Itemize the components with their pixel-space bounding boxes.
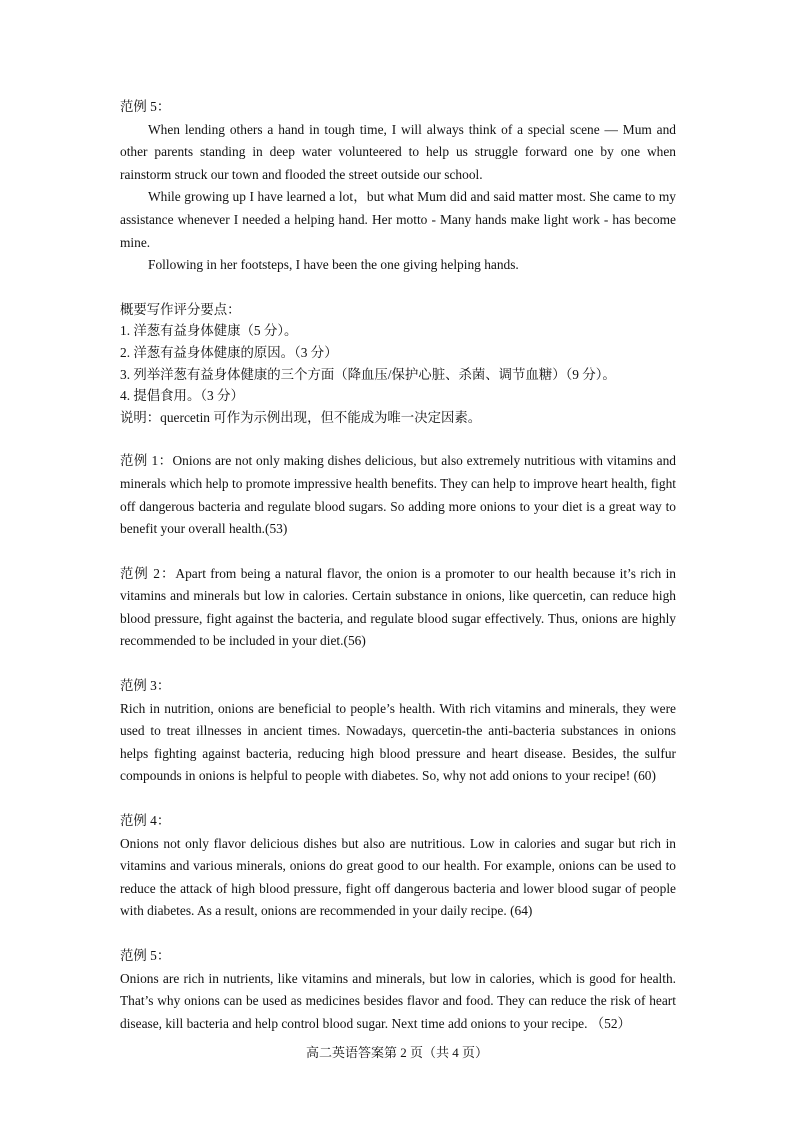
answer-page [120, 96, 676, 1035]
sample-1 [120, 450, 676, 540]
spacer [120, 923, 676, 945]
continuation-paragraph-3: Following in her footsteps, I have been the one giving helping hands. [148, 257, 519, 273]
rubric-title: 概要写作评分要点： [120, 301, 241, 317]
sample-text: Onions not only flavor delicious dishes but also are nutritious. Low in calories and sugar but rich in vitamins and various minerals, onions do great good to our health. For example, onions can be used to reduce the attack of high blood pressure, fight off dangerous bacteria and lower blood sugar of people with diabetes. As a result, onions are recommended in your daily recipe. (64) [120, 835, 676, 919]
sample-text: Onions are not only making dishes delicious, but also extremely nutritious with vitamins and minerals which help to promote impressive health benefits. They can help to improve heart health, fight off dangerous bacteria and regulate blood sugars. So adding more onions to your diet is a great way to benefit your overall health.(53) [120, 453, 676, 537]
sample5-continuation-label: 范例 5： [120, 99, 171, 114]
sample-label: 范例 4： [120, 813, 171, 829]
sample-label: 范例 3： [120, 678, 171, 694]
spacer [120, 277, 676, 299]
sample-text: Rich in nutrition, onions are beneficial to people’s health. With rich vitamins and minerals, they were used to treat illnesses in ancient times. Nowadays, quercetin-the anti-bacteria substances in onions helps fighting against bacteria, reducing high blood pressure and heart disease. Besides, the sulfur compounds in onions is helpful to people with diabetes. So, why not add onions to your recipe! (60) [120, 700, 676, 784]
rubric-point-3: 3. 列举洋葱有益身体健康的三个方面（降血压/保护心脏、杀菌、调节血糖）（9 分）。 [120, 366, 616, 382]
rubric-note: 说明：quercetin 可作为示例出现，但不能成为唯一决定因素。 [120, 409, 482, 425]
sample-4 [120, 810, 676, 923]
sample-3 [120, 675, 676, 788]
sample-2 [120, 563, 676, 653]
summary-rubric [120, 299, 676, 429]
sample-label: 范例 5： [120, 948, 171, 963]
sample5-continuation [120, 96, 676, 277]
continuation-paragraph-2: While growing up I have learned a lot，but what Mum did and said matter most. She came to my assistance whenever I needed a helping hand. Her motto - Many hands make light work - has become mine. [120, 189, 676, 250]
sample-text: Onions are rich in nutrients, like vitamins and minerals, but low in calories, which is good for health. That’s why onions can be used as medicines besides flavor and food. They can reduce the risk of heart disease, kill bacteria and help control blood sugar. Next time add onions to your recipe. （52） [120, 970, 676, 1031]
rubric-point-2: 2. 洋葱有益身体健康的原因。（3 分） [120, 344, 338, 360]
sample-label: 范例 2： [120, 565, 176, 581]
spacer [120, 788, 676, 810]
spacer [120, 428, 676, 450]
rubric-point-4: 4. 提倡食用。（3 分） [120, 388, 244, 404]
sample-text: Apart from being a natural flavor, the onion is a promoter to our health because it’s rich in vitamins and minerals but low in calories. Certain substance in onions, like quercetin, can reduce high blood pressure, fight against the bacteria, and regulate blood sugar effectively. Thus, onions are highly recommended to be included in your diet.(56) [120, 565, 676, 649]
sample-5 [120, 945, 676, 1035]
sample-label: 范例 1： [120, 453, 173, 469]
spacer [120, 653, 676, 675]
rubric-point-1: 1. 洋葱有益身体健康（5 分）。 [120, 323, 298, 339]
page-footer: 高二英语答案第 2 页（共 4 页） [305, 1045, 488, 1060]
continuation-paragraph-1: When lending others a hand in tough time, I will always think of a special scene — Mum and other parents standing in deep water volunteered to help us struggle forward one by one when rainstorm struck our town and flooded the street outside our school. [120, 121, 676, 182]
spacer [120, 541, 676, 563]
